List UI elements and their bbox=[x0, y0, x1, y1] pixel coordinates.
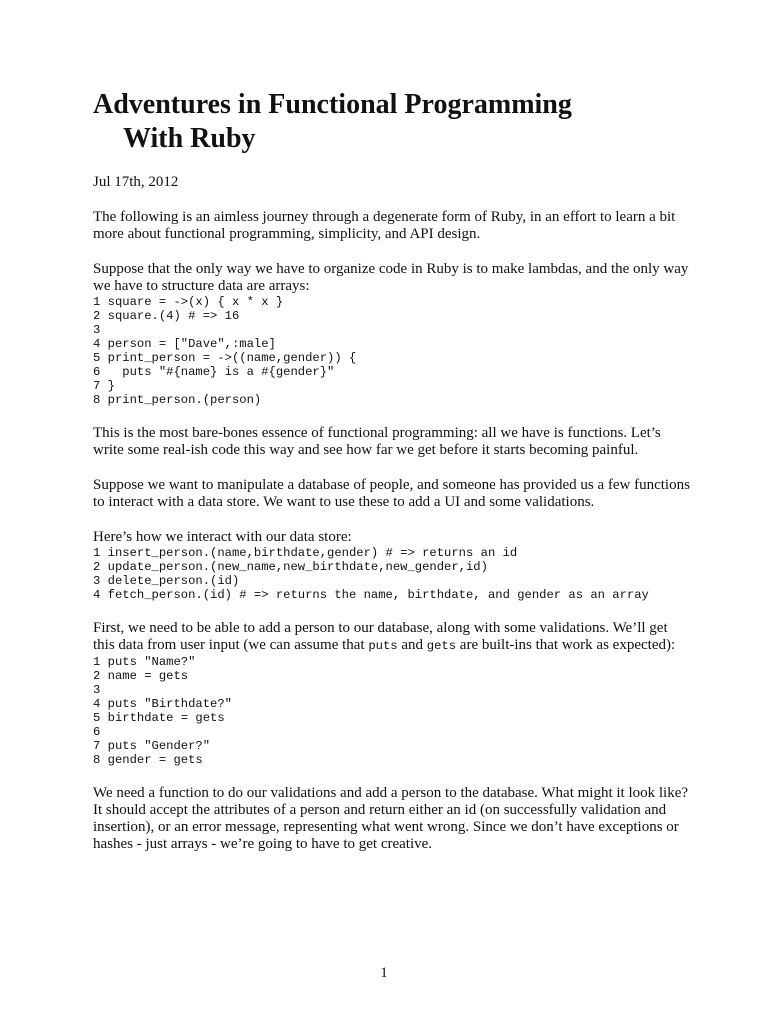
paragraph-bare-bones: This is the most bare-bones essence of functional programming: all we have is functions. Let’s write some real-ish code this way and see how far we get before it starts becoming painful. bbox=[93, 425, 661, 458]
code-block-data-store bbox=[93, 546, 693, 602]
text-segment: are built-ins that work as expected): bbox=[456, 637, 676, 653]
paragraph-validations: We need a function to do our validations and add a person to the database. What might it look like? It should accept the attributes of a person and return either an id (on successfully validation and insertion), or an error message, representing what went wrong. Since we don’t have exceptions or hashes - just arrays - we’re going to have to get creative. bbox=[93, 785, 689, 852]
code-line: 3 bbox=[93, 323, 101, 337]
code-line: 4 puts "Birthdate?" bbox=[93, 697, 232, 711]
inline-code-gets: gets bbox=[426, 639, 457, 653]
title-line-1: Adventures in Functional Programming bbox=[93, 89, 572, 120]
paragraph-data-store: Here’s how we interact with our data store: bbox=[93, 529, 352, 545]
code-line: 2 name = gets bbox=[93, 669, 189, 683]
code-block-lambdas bbox=[93, 295, 693, 407]
document-title bbox=[93, 88, 693, 156]
code-line: 3 bbox=[93, 683, 101, 697]
text-segment: First, we need to be able to add a person to our database, along with some validations. We’ll get this data from user input (we can assume that bbox=[93, 620, 668, 653]
post-date: Jul 17th, 2012 bbox=[93, 174, 179, 190]
document-page bbox=[93, 88, 693, 853]
code-line: 1 insert_person.(name,birthdate,gender) # => returns an id bbox=[93, 546, 518, 560]
code-line: 8 gender = gets bbox=[93, 753, 203, 767]
code-block-input bbox=[93, 655, 693, 767]
code-line: 7 puts "Gender?" bbox=[93, 739, 211, 753]
code-line: 5 birthdate = gets bbox=[93, 711, 225, 725]
code-line: 4 fetch_person.(id) # => returns the name, birthdate, and gender as an array bbox=[93, 588, 649, 602]
code-line: 6 puts "#{name} is a #{gender}" bbox=[93, 365, 335, 379]
code-line: 4 person = ["Dave",:male] bbox=[93, 337, 276, 351]
code-line: 6 bbox=[93, 725, 101, 739]
paragraph-lambdas: Suppose that the only way we have to organize code in Ruby is to make lambdas, and the only way we have to structure data are arrays: bbox=[93, 261, 689, 294]
code-line: 1 square = ->(x) { x * x } bbox=[93, 295, 284, 309]
code-line: 7 } bbox=[93, 379, 115, 393]
code-line: 5 print_person = ->((name,gender)) { bbox=[93, 351, 357, 365]
page-number: 1 bbox=[380, 965, 388, 981]
paragraph-database: Suppose we want to manipulate a database of people, and someone has provided us a few functions to interact with a data store. We want to use these to add a UI and some validations. bbox=[93, 477, 690, 510]
text-segment: and bbox=[397, 637, 427, 653]
code-line: 2 square.(4) # => 16 bbox=[93, 309, 240, 323]
paragraph-user-input bbox=[93, 620, 693, 655]
code-line: 3 delete_person.(id) bbox=[93, 574, 240, 588]
code-line: 8 print_person.(person) bbox=[93, 393, 262, 407]
code-line: 1 puts "Name?" bbox=[93, 655, 196, 669]
code-line: 2 update_person.(new_name,new_birthdate,new_gender,id) bbox=[93, 560, 488, 574]
inline-code-puts: puts bbox=[368, 639, 398, 653]
paragraph-intro: The following is an aimless journey through a degenerate form of Ruby, in an effort to learn a bit more about functional programming, simplicity, and API design. bbox=[93, 209, 676, 242]
title-line-2: With Ruby bbox=[123, 123, 256, 154]
